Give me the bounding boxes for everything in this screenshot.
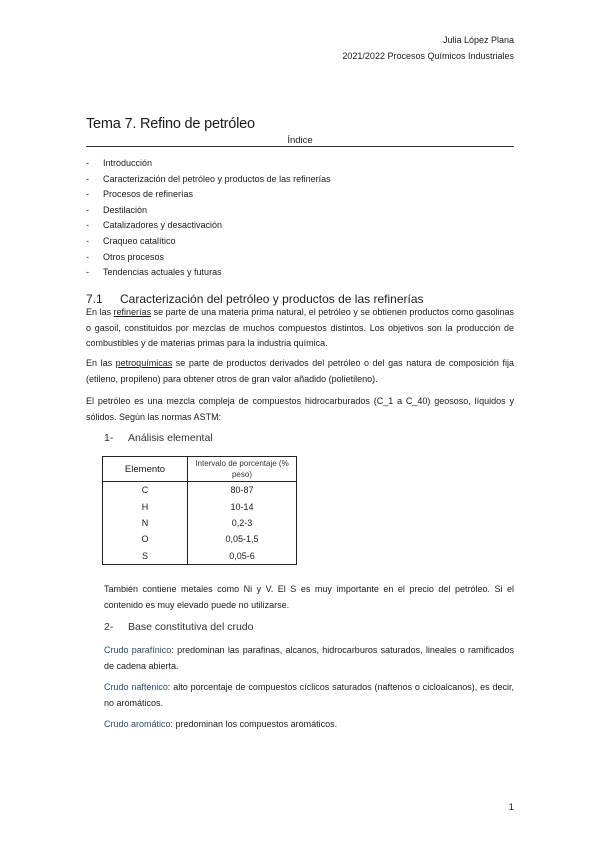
paragraph-refinerias	[86, 305, 514, 352]
toc-item-label: Caracterización del petróleo y productos de las refinerías	[103, 173, 331, 184]
toc-item	[86, 156, 331, 172]
toc-bullet: -	[86, 204, 89, 215]
toc-bullet: -	[86, 220, 89, 231]
table-cell-range: 0,05-1,5	[188, 531, 297, 547]
paragraph-composition: El petróleo es una mezcla compleja de compuestos hidrocarburados (C_1 a C_40) geososo, líquidos y sólidos. Según las normas ASTM:	[86, 396, 514, 422]
section-number: 7.1	[86, 292, 103, 306]
table-of-contents	[86, 156, 331, 281]
toc-item-label: Craqueo catalítico	[103, 235, 176, 246]
toc-bullet: -	[86, 189, 89, 200]
crude-text: : predominan los compuestos aromáticos.	[170, 719, 338, 729]
table-cell-range: 10-14	[188, 498, 297, 514]
header-author: Julia López Plana	[442, 35, 514, 45]
subheading-title: Análisis elemental	[128, 432, 213, 444]
toc-item-label: Procesos de refinerías	[103, 189, 194, 200]
toc-bullet: -	[86, 158, 89, 168]
table-cell-range: 0,2-3	[188, 515, 297, 531]
table-header-element: Elemento	[103, 457, 188, 482]
header-course: 2021/2022 Procesos Químicos Industriales	[342, 51, 514, 61]
table-cell-range: 0,05-6	[188, 548, 297, 565]
title-rule	[86, 146, 514, 147]
table-cell-element: O	[103, 531, 188, 547]
crude-label: Crudo nafténico	[104, 682, 168, 692]
p2-post: se parte de productos derivados del petróleo o del gas natura de composición fija (etileno, propileno) para obtener otros de gran valor añadido (polietileno).	[86, 358, 514, 384]
refinerias-link: refinerías	[113, 307, 152, 317]
paragraph-petroquimicas	[86, 356, 514, 387]
table-row	[103, 515, 297, 531]
toc-bullet: -	[86, 251, 89, 262]
toc-bullet: -	[86, 235, 89, 246]
index-label: Índice	[287, 135, 313, 146]
toc-item	[86, 203, 331, 219]
p2-pre: En las	[86, 358, 116, 368]
subheading-base	[104, 621, 254, 633]
table-cell-element: N	[103, 515, 188, 531]
table-row	[103, 548, 297, 565]
table-row	[103, 498, 297, 514]
toc-item	[86, 187, 331, 203]
table-cell-element: C	[103, 482, 188, 499]
toc-item	[86, 250, 331, 266]
paragraph-metals: También contiene metales como Ni y V. El S es muy importante en el precio del petróleo. Si el contenido es muy elevado puede no utilizarse.	[104, 584, 514, 610]
subheading-elemental	[104, 432, 213, 444]
toc-item	[86, 265, 331, 281]
toc-item-label: Catalizadores y desactivación	[103, 220, 223, 231]
table-row	[103, 482, 297, 499]
toc-item	[86, 234, 331, 250]
table-cell-element: H	[103, 498, 188, 514]
toc-item-label: Introducción	[103, 158, 153, 168]
page-number: 1	[508, 802, 514, 813]
section-heading	[86, 292, 424, 306]
section-title: Caracterización del petróleo y productos de las refinerías	[120, 292, 424, 306]
crude-naphthenic	[104, 680, 514, 711]
p1-post: se parte de una materia prima natural, el petróleo y se obtienen productos como gasolinas o gasoil, constituidos por mezclas de muchos compuestos distintos. Los objetivos son la producción de combustibles y de materias primas para la industria química.	[86, 307, 514, 348]
toc-bullet: -	[86, 173, 89, 184]
subheading-title: Base constitutiva del crudo	[128, 621, 254, 633]
toc-item-label: Otros procesos	[103, 251, 165, 262]
toc-item-label: Tendencias actuales y futuras	[103, 267, 222, 278]
table-cell-element: S	[103, 548, 188, 565]
crude-label: Crudo aromático	[104, 719, 171, 729]
p1-pre: En las	[86, 307, 114, 317]
document-title: Tema 7. Refino de petróleo	[86, 116, 255, 132]
petroquimicas-link: petroquímicas	[115, 358, 173, 368]
toc-item	[86, 172, 331, 188]
table-header-range: Intervalo de porcentaje (% peso)	[188, 457, 297, 482]
crude-paraffinic	[104, 643, 514, 674]
toc-item-label: Destilación	[103, 204, 148, 215]
subheading-number: 2-	[104, 621, 114, 633]
elemental-table	[102, 456, 297, 565]
crude-aromatic	[104, 717, 514, 733]
table-row	[103, 531, 297, 547]
toc-bullet: -	[86, 267, 89, 278]
table-cell-range: 80-87	[188, 482, 297, 499]
toc-item	[86, 218, 331, 234]
crude-label: Crudo parafínico	[104, 645, 172, 655]
crude-text: : predominan las parafinas, alcanos, hidrocarburos saturados, lineales o ramificados de cadena abierta.	[104, 645, 514, 671]
subheading-number: 1-	[104, 432, 114, 444]
crude-text: : alto porcentaje de compuestos cíclicos saturados (naftenos o cicloalcanos), es decir, no aromáticos.	[104, 682, 514, 708]
